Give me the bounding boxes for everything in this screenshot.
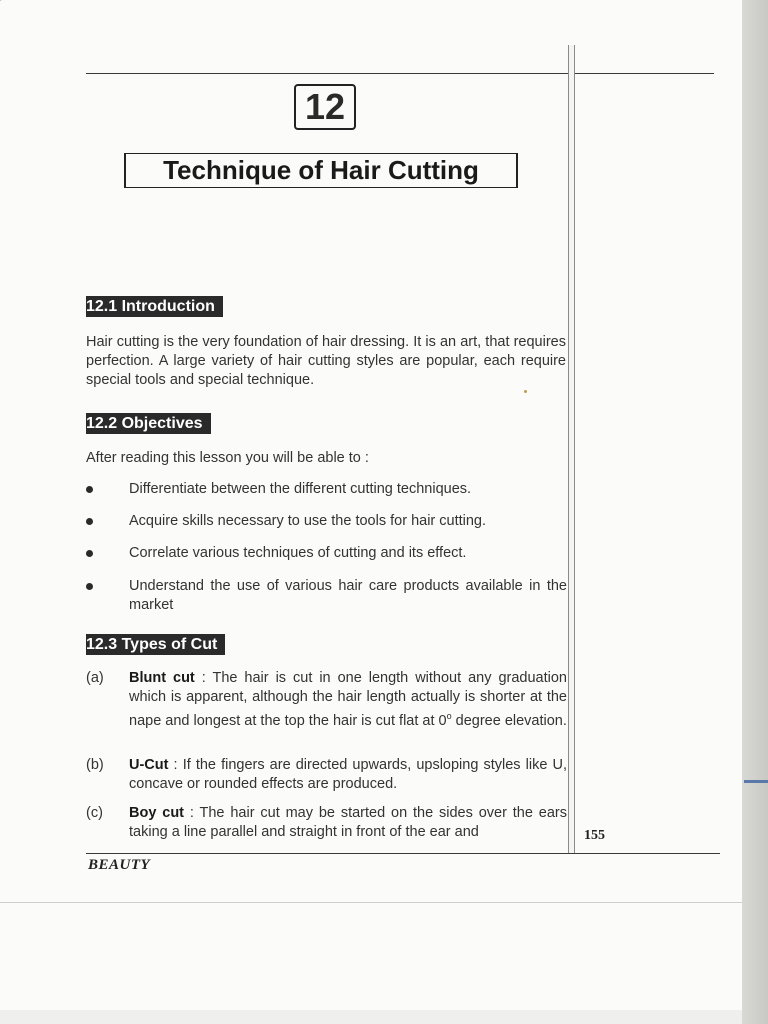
chapter-title: Technique of Hair Cutting bbox=[124, 153, 518, 188]
scan-edge bbox=[742, 0, 768, 1024]
item-separator: : bbox=[184, 805, 200, 821]
section-heading-introduction: 12.1 Introduction bbox=[86, 296, 223, 317]
item-separator: : bbox=[194, 670, 213, 686]
item-text bbox=[129, 669, 567, 731]
list-item-text: Understand the use of various hair care products available in the market bbox=[129, 578, 567, 613]
item-term: U-Cut bbox=[129, 757, 169, 773]
section-heading-types-of-cut: 12.3 Types of Cut bbox=[86, 634, 225, 655]
item-letter: (c) bbox=[86, 805, 103, 821]
item-term: Blunt cut bbox=[129, 670, 195, 686]
scan-artifact bbox=[744, 780, 768, 783]
list-item-text: Acquire skills necessary to use the tools for hair cutting. bbox=[129, 513, 487, 529]
list-item-text: Differentiate between the different cutting techniques. bbox=[129, 481, 472, 497]
degree-superscript: o bbox=[446, 711, 452, 721]
bullet-icon bbox=[86, 518, 93, 525]
bullet-icon bbox=[86, 583, 93, 590]
section-heading-objectives: 12.2 Objectives bbox=[86, 413, 211, 434]
item-text bbox=[129, 756, 567, 794]
item-description: The hair cut may be started on the sides over the ears taking a line parallel and straight in front of the ear and bbox=[129, 805, 567, 840]
item-term: Boy cut bbox=[129, 805, 185, 821]
scan-line bbox=[0, 902, 742, 903]
page-number: 155 bbox=[584, 828, 605, 843]
item-letter: (a) bbox=[86, 670, 104, 686]
item-description: The hair is cut in one length without any graduation which is apparent, although the hair length actually is shorter at the nape and longest at the top the hair is cut flat at 0 bbox=[129, 670, 567, 729]
bullet-icon bbox=[86, 486, 93, 493]
header-rule bbox=[86, 73, 714, 74]
footer-rule bbox=[86, 853, 720, 854]
item-letter: (b) bbox=[86, 757, 104, 773]
list-item-text: Correlate various techniques of cutting and its effect. bbox=[129, 545, 467, 561]
introduction-paragraph: Hair cutting is the very foundation of hair dressing. It is an art, that requires perfection. A large variety of hair cutting styles are popular, each require special tools and special technique. bbox=[86, 334, 566, 388]
item-description-end: degree elevation. bbox=[451, 712, 567, 729]
objectives-lead: After reading this lesson you will be able to : bbox=[86, 450, 369, 466]
footer-book-title: BEAUTY bbox=[88, 857, 151, 873]
item-text bbox=[129, 804, 567, 842]
bullet-icon bbox=[86, 550, 93, 557]
item-description: If the fingers are directed upwards, upsloping styles like U, concave or rounded effects are produced. bbox=[129, 757, 567, 792]
chapter-number: 12 bbox=[294, 84, 356, 130]
speck bbox=[524, 390, 527, 393]
margin-bar bbox=[568, 45, 575, 853]
item-separator: : bbox=[168, 757, 183, 773]
